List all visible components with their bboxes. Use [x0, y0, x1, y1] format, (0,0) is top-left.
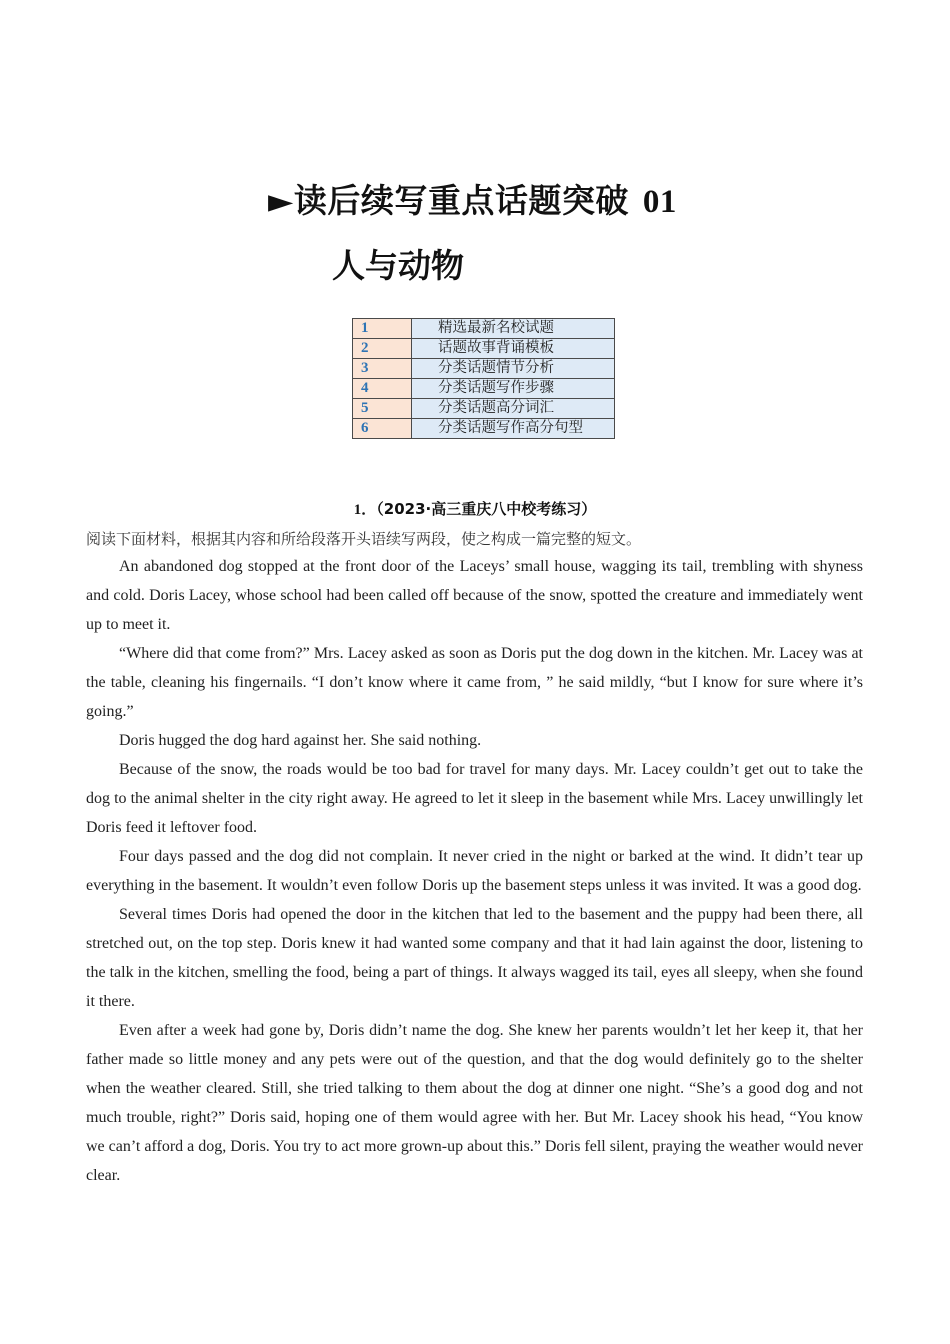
toc-row — [353, 379, 615, 399]
page-subtitle: 人与动物 — [332, 246, 464, 285]
passage-paragraph: Four days passed and the dog did not complain. It never cried in the night or barked at the wind. It didn’t tear up everything in the basement. It wouldn’t even follow Doris up the basement steps unless it was invited. It was a good dog. — [86, 848, 863, 894]
passage-paragraph: Doris hugged the dog hard against her. She said nothing. — [119, 732, 482, 749]
passage-paragraph: Even after a week had gone by, Doris didn’t name the dog. She knew her parents wouldn’t let her keep it, that her father made so little money and any pets were out of the question, and that the dog would definitely go to the shelter when the weather cleared. Still, she tried talking to them about the dog at dinner one night. “She’s a good dog and not much trouble, right?” Doris said, hoping one of them would agree with her. But Mr. Lacey shook his head, “You know we can’t afford a dog, Doris. You try to act more grown-up about this.” Doris fell silent, praying the weather would never clear. — [86, 1022, 863, 1184]
toc-number: 2 — [353, 339, 412, 359]
question-source: （2023·高三重庆八中校考练习） — [376, 500, 597, 518]
toc-label: 分类话题情节分析 — [412, 359, 615, 379]
passage-paragraph: Several times Doris had opened the door in the kitchen that led to the basement and the puppy had been there, all stretched out, on the top step. Doris knew it had wanted some company and that it had lain against the door, listening to the talk in the kitchen, smelling the food, being a part of things. It always wagged its tail, eyes all sleepy, when she found it there. — [86, 906, 863, 1010]
toc-label: 分类话题高分词汇 — [412, 399, 615, 419]
passage-paragraph: An abandoned dog stopped at the front door of the Laceys’ small house, wagging its tail, trembling with shyness and cold. Doris Lacey, whose school had been called off because of the snow, spotted the creature and immediately went up to meet it. — [86, 558, 863, 633]
toc-row — [353, 319, 615, 339]
question-number: 1． — [353, 502, 377, 518]
toc-row — [353, 339, 615, 359]
question-instruction: 阅读下面材料，根据其内容和所给段落开头语续写两段，使之构成一篇完整的短文。 — [86, 530, 642, 548]
passage-paragraph: Because of the snow, the roads would be too bad for travel for many days. Mr. Lacey couldn’t get out to take the dog to the animal shelter in the city right away. He agreed to let it sleep in the basement while Mrs. Lacey unwillingly let Doris feed it leftover food. — [86, 761, 863, 836]
toc-number: 1 — [353, 319, 412, 339]
toc-label: 话题故事背诵模板 — [412, 339, 615, 359]
toc-number: 5 — [353, 399, 412, 419]
question-heading — [0, 498, 950, 519]
toc-label: 精选最新名校试题 — [412, 319, 615, 339]
reading-passage — [86, 552, 863, 1190]
toc-row — [353, 399, 615, 419]
page-title — [268, 175, 677, 222]
toc-number: 6 — [353, 419, 412, 439]
contents-table — [352, 318, 615, 439]
toc-row — [353, 419, 615, 439]
toc-row — [353, 359, 615, 379]
title-text: ►读后续写重点话题突破 — [268, 181, 629, 220]
toc-label: 分类话题写作高分句型 — [412, 419, 615, 439]
passage-paragraph: “Where did that come from?” Mrs. Lacey asked as soon as Doris put the dog down in the kitchen. Mr. Lacey was at the table, cleaning his fingernails. “I don’t know where it came from, ” he said mildly, “but I know for sure where it’s going.” — [86, 645, 863, 720]
toc-number: 4 — [353, 379, 412, 399]
title-number: 01 — [642, 184, 677, 220]
toc-label: 分类话题写作步骤 — [412, 379, 615, 399]
toc-number: 3 — [353, 359, 412, 379]
